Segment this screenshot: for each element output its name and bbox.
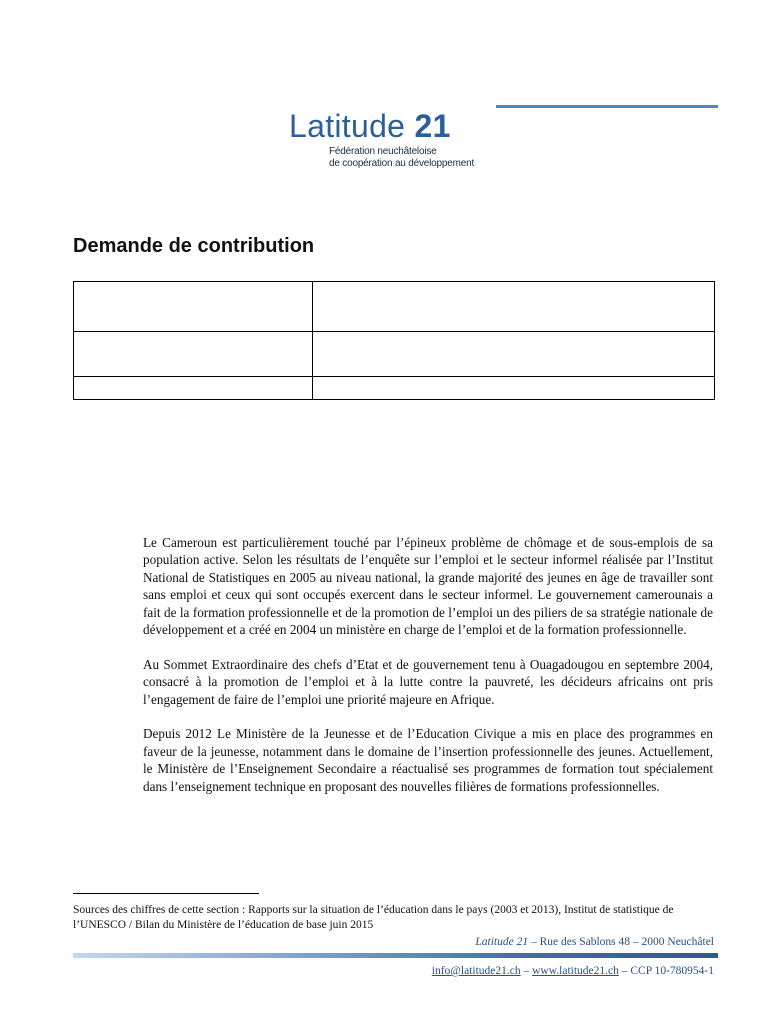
email-link[interactable]: info@latitude21.ch [431, 965, 521, 977]
table-cell-label[interactable] [74, 332, 313, 377]
table-row [74, 332, 715, 377]
paragraph: Au Sommet Extraordinaire des chefs d’Etat et de gouvernement tenu à Ouagadougou en septembre 2004, consacré à la promotion de l’emploi et à la lutte contre la pauvreté, les décideurs africains ont pris l’engagement de faire de l’emploi une priorité majeure en Afrique. [143, 656, 713, 707]
footnote: Sources des chiffres de cette section : Rapports sur la situation de l’éducation dans le pays (2003 et 2013), Institut de statistique de l’UNESCO / Bilan du Ministère de l’éducation de base juin 2015 [73, 904, 674, 931]
paragraph: Depuis 2012 Le Ministère de la Jeunesse et de l’Education Civique a mis en place des programmes en faveur de la jeunesse, notamment dans le domaine de l’insertion professionnelle des jeunes. Actuellement, le Ministère de l’Enseignement Secondaire a réactualisé ses programmes de formation tout spécialement dans l’enseignement technique en proposant des nouvelles filières de formations professionnelles. [143, 726, 713, 794]
logo-wordmark [289, 108, 451, 144]
logo-subtitle [329, 146, 474, 170]
latitude21-logo [289, 108, 489, 168]
footer-bar [73, 953, 718, 958]
paragraph: Le Cameroun est particulièrement touché par l’épineux problème de chômage et de sous-emplois de sa population active. Selon les résultats de l’enquête sur l’emploi et le secteur informel réalisée par l’Institut National de Statistiques en 2005 au niveau national, la grande majorité des jeunes en âge de travailler sont sans emploi et ceux qui sont occupés exercent dans le secteur informel. Le gouvernement camerounais a fait de la formation professionnelle et de la promotion de l’emploi un des piliers de sa stratégie nationale de développement et a créé en 2004 un ministère en charge de l’emploi et de la formation professionnelle. [143, 535, 713, 638]
table-cell-value[interactable] [313, 332, 715, 377]
logo-subtitle-line2: de coopération au développement [329, 158, 475, 169]
logo-number: 21 [414, 108, 451, 144]
footnote-rule [73, 893, 259, 894]
logo-subtitle-line1: Fédération neuchâteloise [329, 146, 437, 157]
logo-name: Latitude [289, 108, 406, 144]
table-row [74, 377, 715, 400]
footer-ccp: – CCP 10-780954-1 [618, 965, 714, 977]
page-title: Demande de contribution [73, 235, 315, 257]
table-cell-label[interactable] [74, 282, 313, 332]
footer-address [475, 935, 714, 950]
body-text [143, 534, 713, 812]
table-cell-label[interactable] [74, 377, 313, 400]
footer-address-text: – Rue des Sablons 48 – 2000 Neuchâtel [528, 936, 714, 948]
header-rule [496, 105, 718, 108]
info-table [73, 281, 715, 400]
footer-org: Latitude 21 [475, 936, 529, 948]
table-cell-value[interactable] [313, 377, 715, 400]
footer-contact [432, 964, 714, 979]
table-row [74, 282, 715, 332]
table-cell-value[interactable] [313, 282, 715, 332]
footer-separator: – [520, 965, 533, 977]
website-link[interactable]: www.latitude21.ch [532, 965, 619, 977]
